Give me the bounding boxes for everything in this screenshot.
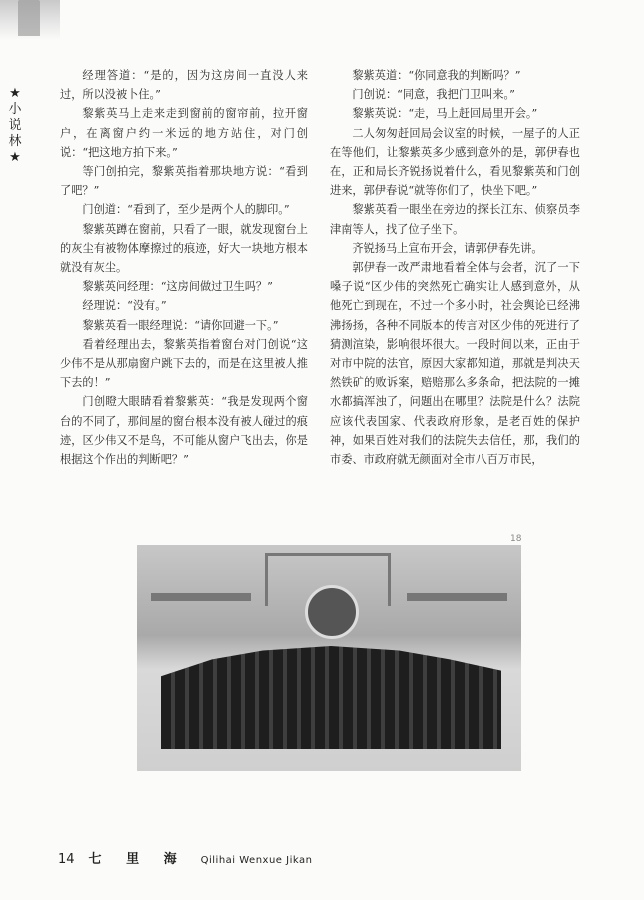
left-paragraph: 经理说：“没有。” — [82, 299, 167, 313]
left-paragraph: 门创道：“看到了，至少是两个人的脚印。” — [82, 203, 290, 217]
left-paragraph: 黎紫英蹲在窗前，只看了一眼，就发现窗台上的灰尘有被物体摩擦过的痕迹，好大一块地方根本就没有灰尘。 — [60, 222, 308, 275]
page-footer — [58, 848, 312, 867]
left-column — [60, 66, 308, 469]
left-paragraph: 经理答道：“是的，因为这房间一直没人来过，所以没被卜住。” — [60, 69, 308, 102]
left-paragraph: 等门创拍完，黎紫英指着那块地方说：“看到了吧？” — [60, 165, 308, 198]
right-column — [330, 66, 580, 469]
left-paragraph: 黎紫英马上走来走到窗前的窗帘前，拉开窗户，在离窗户约一米远的地方站住，对门创说：“把这地方拍下来。” — [60, 107, 308, 159]
corner-decoration — [0, 0, 60, 40]
group-photo — [137, 545, 521, 771]
right-paragraph: 郭伊春一改严肃地看着全体与会者，沉了一下嗓子说“区少伟的突然死亡确实让人感到意外，从他死亡到现在，不过一个多小时，社会舆论已经沸沸扬扬，各种不同版本的传言对区少伟的死进行了猜测渲染，影响很坏很大。一段时间以来，正由于对市中院的法官，原因大家都知道，那就是判决天然铁矿的败诉案，赔赔那么多条命，把法院的一摊水都搞浑浊了，问题出在哪里？法院是什么？法院应该代表国家、代表政府形象，是老百姓的保护神，如果百姓对我们的法院失去信任，那，我们的市委、市政府就无颜面对全市八百万市民， — [330, 261, 580, 467]
right-paragraph: 二人匆匆赶回局会议室的时候，一屋子的人正在等他们，让黎紫英多少感到意外的是，郭伊春也在，正和局长齐锐扬说着什么，看见黎紫英和门创进来，郭伊春说“就等你们了，快坐下吧。” — [330, 126, 580, 198]
photo-crowd — [161, 637, 501, 749]
magazine-english-name: Qilihai Wenxue Jikan — [200, 855, 313, 866]
right-paragraph: 黎紫英道：“你同意我的判断吗？” — [352, 69, 521, 82]
right-paragraph: 齐锐扬马上宣布开会，请郭伊春先讲。 — [352, 241, 543, 255]
left-paragraph: 看着经理出去，黎紫英指着窗台对门创说“这少伟不是从那扇窗户跳下去的，而是在这里被人推下去的！” — [60, 337, 308, 390]
right-paragraph: 黎紫英看一眼坐在旁边的探长江东、侦察员李津南等人，找了位子坐下。 — [330, 203, 580, 236]
left-paragraph: 黎紫英问经理：“这房间做过卫生吗？” — [82, 280, 273, 294]
photo-emblem — [305, 585, 359, 639]
right-paragraph: 门创说：“同意，我把门卫叫来。” — [352, 88, 515, 102]
magazine-name: 七 里 海 — [88, 852, 187, 867]
photo-side-number: 18 — [510, 534, 522, 544]
left-paragraph: 门创瞪大眼睛看着黎紫英：“我是发现两个窗台的不同了，那间屋的窗台根本没有被人碰过的痕迹，区少伟又不是鸟，不可能从窗户飞出去，你是根据这个作出的判断吧？” — [60, 395, 308, 467]
right-paragraph: 黎紫英说：“走，马上赶回局里开会。” — [352, 107, 538, 121]
left-paragraph: 黎紫英看一眼经理说：“请你回避一下。” — [82, 318, 279, 332]
section-tag: ★小说林★ — [8, 86, 22, 165]
page-number: 14 — [58, 852, 75, 867]
photo-banner-left — [151, 593, 251, 601]
photo-banner-right — [407, 593, 507, 601]
